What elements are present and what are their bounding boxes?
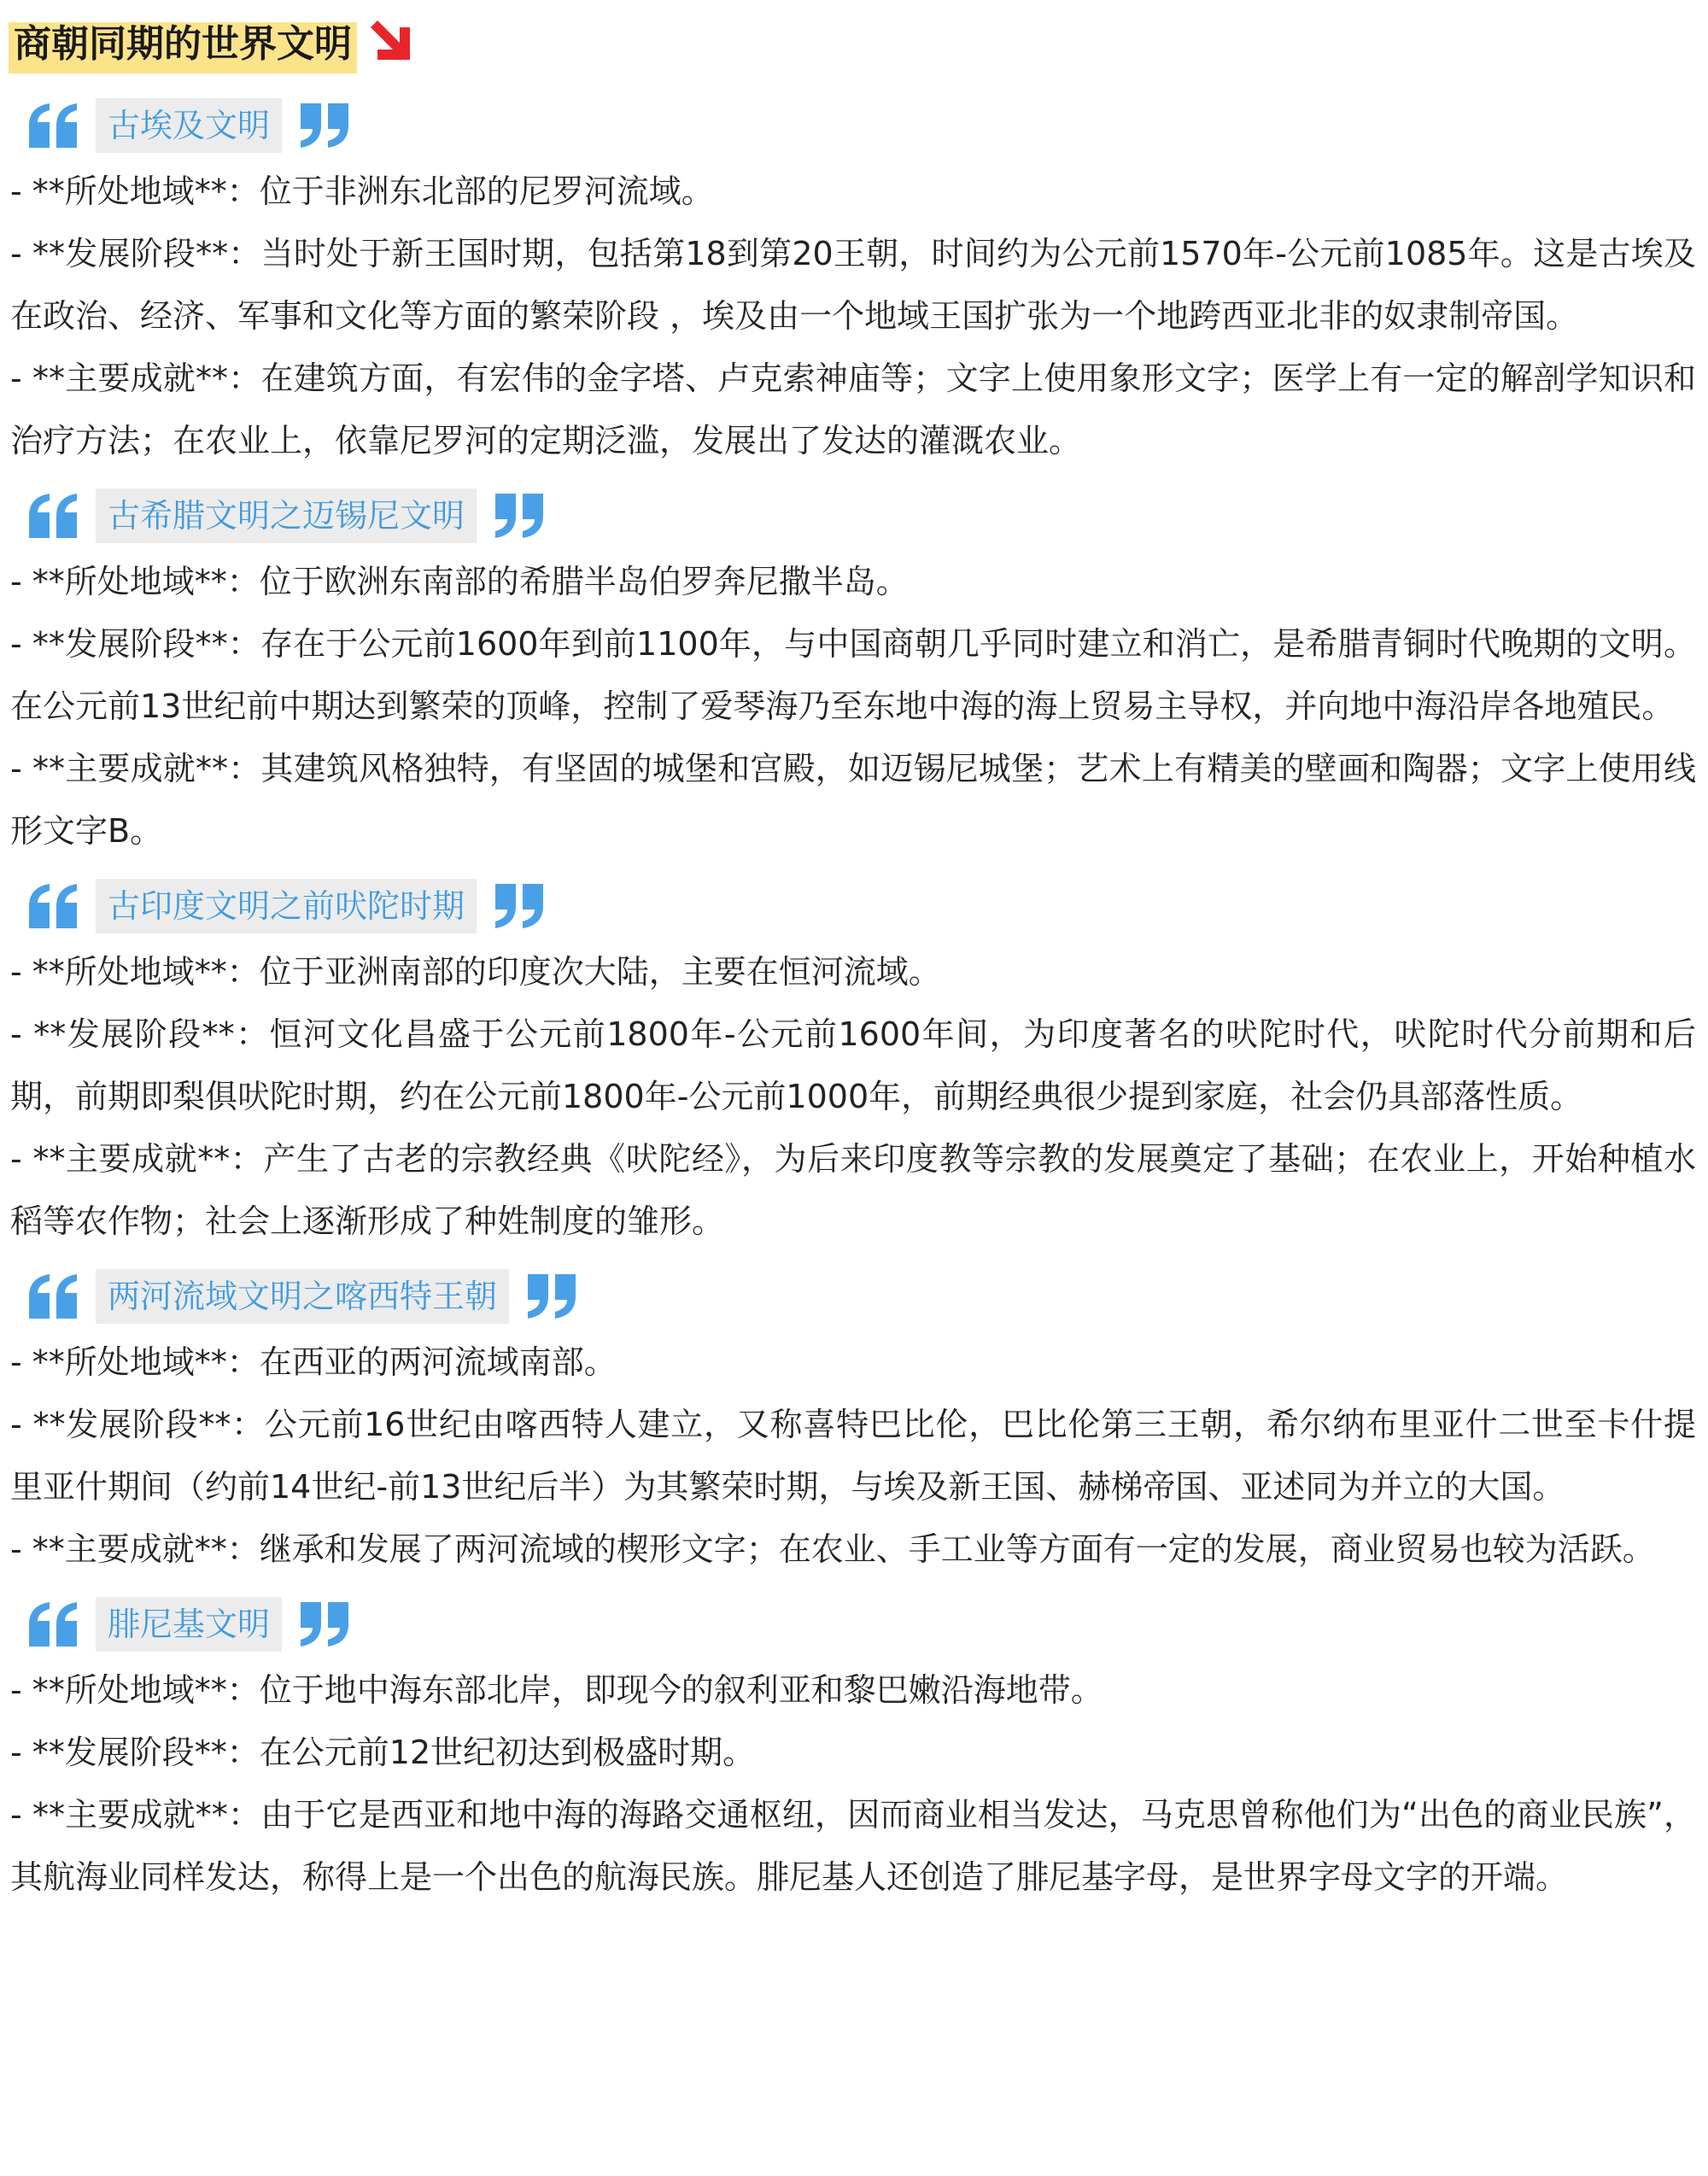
region-text: - **所处地域**：在西亚的两河流域南部。 [10,1343,617,1381]
section-heading: 古埃及文明 [96,98,282,153]
region-text: - **所处地域**：位于非洲东北部的尼罗河流域。 [10,173,714,210]
stage-text: - **发展阶段**：公元前16世纪由喀西特人建立，又称喜特巴比伦，巴比伦第三王朝，希尔纳布里亚什二世至卡什提里亚什期间（约前14世纪-前13世纪后半）为其繁荣时期，与埃及新王国、赫梯帝国、亚述同为并立的大国。 [10,1406,1696,1506]
section-heading: 腓尼基文明 [96,1597,282,1652]
quote-close-icon [492,882,548,930]
region-text: - **所处地域**：位于地中海东部北岸，即现今的叙利亚和黎巴嫩沿海地带。 [10,1671,1103,1709]
quote-close-icon [297,1600,354,1648]
quote-open-icon [26,102,82,149]
stage-text: - **发展阶段**：在公元前12世纪初达到极盛时期。 [10,1734,756,1771]
quote-close-icon [492,492,548,540]
region-text: - **所处地域**：位于亚洲南部的印度次大陆，主要在恒河流域。 [10,953,941,991]
section-heading-row [9,871,1699,941]
stage-text: - **发展阶段**：恒河文化昌盛于公元前1800年-公元前1600年间，为印度著名的吠陀时代，吠陀时代分前期和后期，前期即梨俱吠陀时期，约在公元前1800年-公元前1000年，前期经典很少提到家庭，社会仍具部落性质。 [10,1015,1696,1115]
stage-text: - **发展阶段**：当时处于新王国时期，包括第18到第20王朝，时间约为公元前1570年-公元前1085年。这是古埃及在政治、经济、军事和文化等方面的繁荣阶段 ，埃及由一个地域王国扩张为一个地跨西亚北非的奴隶制帝国。 [10,235,1696,335]
section-heading-row [9,91,1699,161]
section-heading: 古希腊文明之迈锡尼文明 [96,488,477,543]
quote-close-icon [524,1272,581,1320]
section-heading: 古印度文明之前吠陀时期 [96,879,477,933]
section-early-vedic [9,871,1699,1253]
quote-close-icon [297,102,354,149]
achievement-text: - **主要成就**：继承和发展了两河流域的楔形文字；在农业、手工业等方面有一定的发展，商业贸易也较为活跃。 [10,1530,1655,1568]
section-phoenicia [9,1589,1699,1909]
section-heading: 两河流域文明之喀西特王朝 [96,1269,509,1324]
achievement-text: - **主要成就**：由于它是西亚和地中海的海路交通枢纽，因而商业相当发达，马克思曾称他们为“出色的商业民族”，其航海业同样发达，称得上是一个出色的航海民族。腓尼基人还创造了腓尼基字母，是世界字母文字的开端。 [10,1796,1696,1896]
quote-open-icon [26,1600,82,1648]
stage-text: - **发展阶段**：存在于公元前1600年到前1100年，与中国商朝几乎同时建立和消亡，是希腊青铜时代晚期的文明。在公元前13世纪前中期达到繁荣的顶峰，控制了爱琴海乃至东地中海的海上贸易主导权，并向地中海沿岸各地殖民。 [10,625,1696,725]
achievement-text: - **主要成就**：在建筑方面，有宏伟的金字塔、卢克索神庙等；文字上使用象形文字；医学上有一定的解剖学知识和治疗方法；在农业上，依靠尼罗河的定期泛滥，发展出了发达的灌溉农业。 [10,360,1696,459]
quote-open-icon [26,1272,82,1320]
section-mycenaean [9,481,1699,863]
page-title: 商朝同期的世界文明 [9,15,357,73]
arrow-down-right-icon [366,15,415,65]
section-kassite [9,1261,1699,1581]
achievement-text: - **主要成就**：产生了古老的宗教经典《吠陀经》，为后来印度教等宗教的发展奠定了基础；在农业上，开始种植水稻等农作物；社会上逐渐形成了种姓制度的雏形。 [10,1140,1696,1240]
achievement-text: - **主要成就**：其建筑风格独特，有坚固的城堡和宫殿，如迈锡尼城堡；艺术上有精美的壁画和陶器；文字上使用线形文字B。 [10,750,1696,850]
section-heading-row [9,1261,1699,1331]
quote-open-icon [26,492,82,540]
title-row [9,0,1699,82]
quote-open-icon [26,882,82,930]
section-heading-row [9,1589,1699,1659]
region-text: - **所处地域**：位于欧洲东南部的希腊半岛伯罗奔尼撒半岛。 [10,563,909,600]
section-heading-row [9,481,1699,551]
section-ancient-egypt [9,91,1699,472]
